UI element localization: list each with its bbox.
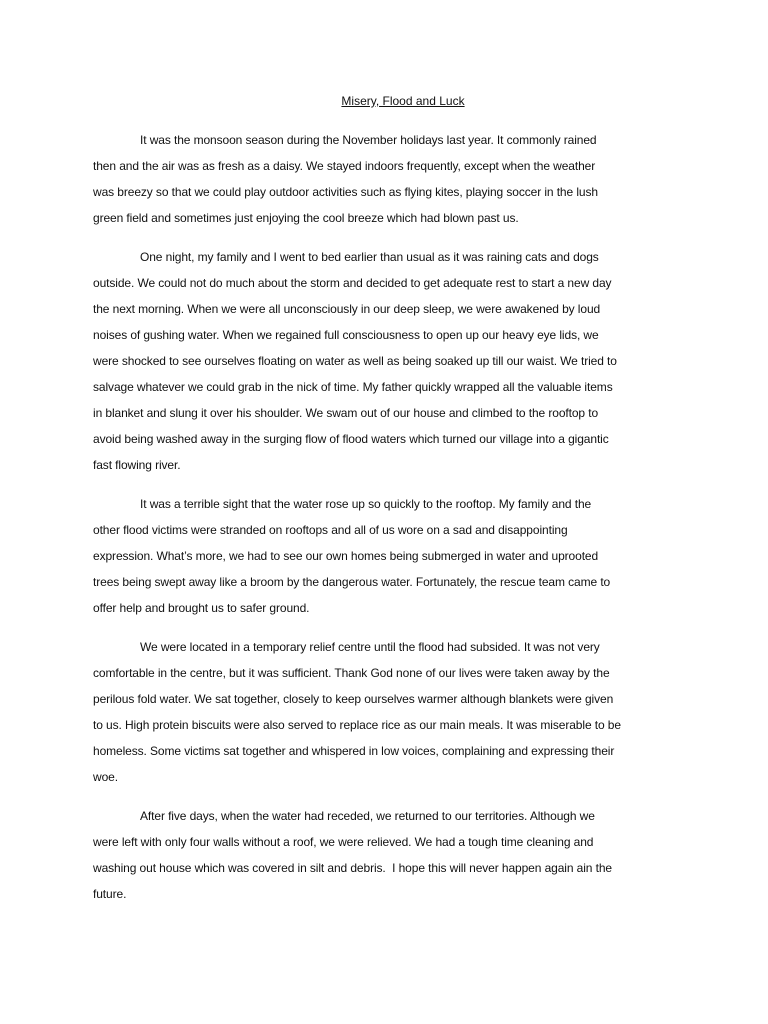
paragraph-line: We were located in a temporary relief centre until the flood had subsided. It was not very xyxy=(140,640,600,654)
paragraph-1 xyxy=(93,127,733,231)
paragraph-5 xyxy=(93,803,733,907)
document-title: Misery, Flood and Luck xyxy=(341,94,465,108)
paragraph-line: were left with only four walls without a roof, we were relieved. We had a tough time cleaning and xyxy=(93,835,594,849)
paragraph-4 xyxy=(93,634,733,790)
paragraph-line: homeless. Some victims sat together and whispered in low voices, complaining and expressing their xyxy=(93,744,615,758)
paragraph-line: comfortable in the centre, but it was sufficient. Thank God none of our lives were taken away by the xyxy=(93,666,610,680)
paragraph-line: perilous fold water. We sat together, closely to keep ourselves warmer although blankets were given xyxy=(93,692,614,706)
paragraph-line: then and the air was as fresh as a daisy. We stayed indoors frequently, except when the weather xyxy=(93,159,596,173)
paragraph-line: to us. High protein biscuits were also served to replace rice as our main meals. It was miserable to be xyxy=(93,718,621,732)
paragraph-line: One night, my family and I went to bed earlier than usual as it was raining cats and dogs xyxy=(140,250,599,264)
paragraph-line: outside. We could not do much about the storm and decided to get adequate rest to start a new day xyxy=(93,276,612,290)
paragraph-line: was breezy so that we could play outdoor activities such as flying kites, playing soccer in the lush xyxy=(93,185,598,199)
paragraph-line: It was a terrible sight that the water rose up so quickly to the rooftop. My family and the xyxy=(140,497,592,511)
paragraph-line: green field and sometimes just enjoying the cool breeze which had blown past us. xyxy=(93,211,519,225)
paragraph-line: It was the monsoon season during the November holidays last year. It commonly rained xyxy=(140,133,597,147)
paragraph-line: expression. What’s more, we had to see our own homes being submerged in water and uprooted xyxy=(93,549,599,563)
paragraph-line: offer help and brought us to safer ground. xyxy=(93,601,310,615)
paragraph-line: the next morning. When we were all unconsciously in our deep sleep, we were awakened by loud xyxy=(93,302,601,316)
paragraph-line: washing out house which was covered in silt and debris. I hope this will never happen again ain the xyxy=(93,861,612,875)
paragraph-2 xyxy=(93,244,733,478)
paragraph-line: woe. xyxy=(93,770,118,784)
paragraph-line: were shocked to see ourselves floating on water as well as being soaked up till our waist. We tried to xyxy=(93,354,617,368)
paragraph-line: After five days, when the water had receded, we returned to our territories. Although we xyxy=(140,809,595,823)
paragraph-line: other flood victims were stranded on rooftops and all of us wore on a sad and disappointing xyxy=(93,523,568,537)
paragraph-line: future. xyxy=(93,887,127,901)
paragraph-line: fast flowing river. xyxy=(93,458,181,472)
paragraph-line: noises of gushing water. When we regained full consciousness to open up our heavy eye lids, we xyxy=(93,328,599,342)
paragraph-line: salvage whatever we could grab in the nick of time. My father quickly wrapped all the valuable items xyxy=(93,380,613,394)
paragraph-3 xyxy=(93,491,733,621)
document-body xyxy=(93,127,733,920)
paragraph-line: in blanket and slung it over his shoulder. We swam out of our house and climbed to the rooftop to xyxy=(93,406,599,420)
paragraph-line: avoid being washed away in the surging flow of flood waters which turned our village into a gigantic xyxy=(93,432,609,446)
paragraph-line: trees being swept away like a broom by the dangerous water. Fortunately, the rescue team came to xyxy=(93,575,611,589)
